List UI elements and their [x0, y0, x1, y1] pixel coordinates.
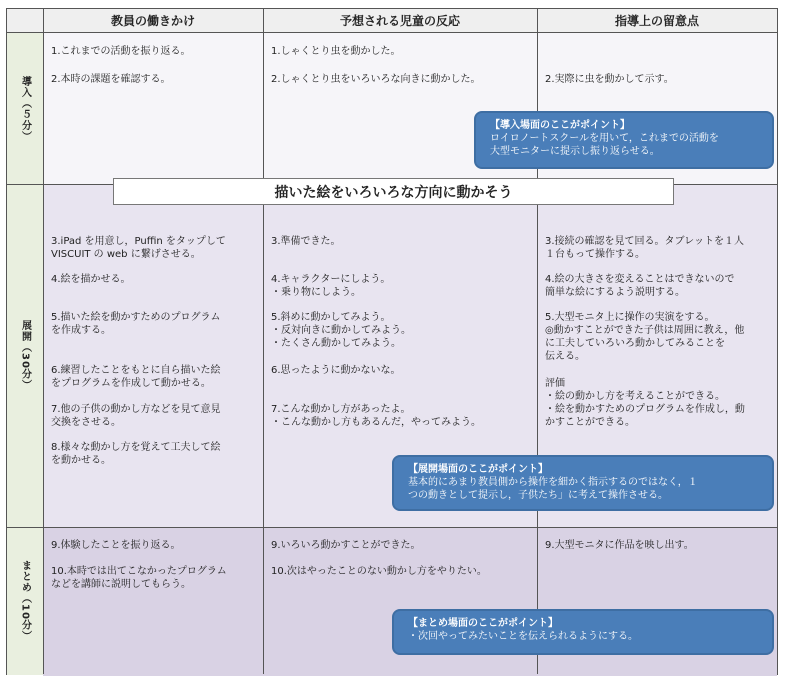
develop-evaluation: 評価 ・絵の動かし方を考えることができる。 ・絵を動かすためのプログラムを作成し，動 かすことができる。	[545, 378, 745, 428]
intro-point-title: 【導入場面のここがポイント】	[490, 120, 630, 131]
header-notes	[537, 9, 777, 33]
develop-title-banner	[113, 178, 674, 205]
develop-point-body: 基本的にあまり教員側から操作を細かく指示するのではなく，１ つの動きとして提示し，子供たち」に考えて操作させる。	[408, 477, 698, 501]
develop-children-5: 5.斜めに動かしてみよう。 ・反対向きに動かしてみよう。 ・たくさん動かしてみよう。	[271, 312, 411, 349]
develop-children-6: 6.思ったように動かないな。	[271, 365, 401, 376]
header-teacher	[43, 9, 263, 33]
develop-point-callout	[392, 455, 774, 511]
col-divider-2	[263, 9, 264, 674]
header-children	[263, 9, 537, 33]
develop-teacher-5: 5.描いた絵を動かすためのプログラム を作成する。	[51, 312, 221, 336]
header-teacher-label: 教員の働きかけ	[110, 14, 195, 28]
summary-point-title: 【まとめ場面のここがポイント】	[408, 618, 558, 629]
develop-children-7: 7.こんな動かし方があったよ。 ・こんな動かし方もあるんだ，やってみよう。	[271, 404, 481, 428]
summary-label-cell	[7, 527, 43, 675]
intro-children-1: 1.しゃくとり虫を動かした。	[271, 46, 401, 57]
develop-label: 展開（30分）	[19, 320, 31, 391]
develop-children-3: 3.準備できた。	[271, 236, 341, 247]
develop-notes-4: 4.絵の大きさを変えることはできないので 簡単な絵にするよう説明する。	[545, 274, 735, 298]
summary-label: まとめ（10分）	[19, 560, 31, 642]
intro-label-cell	[7, 33, 43, 184]
intro-children-2: 2.しゃくとり虫をいろいろな向きに動かした。	[271, 74, 481, 85]
develop-notes-3: 3.接続の確認を見て回る。タブレットを１人 １台もって操作する。	[545, 236, 745, 260]
develop-notes-5: 5.大型モニタ上に操作の実演をする。 ◎動かすことができた子供は周囲に教え，他 に工夫していろいろ動かしてみることを 伝える。	[545, 312, 745, 362]
intro-teacher-2: 2.本時の課題を確認する。	[51, 74, 171, 85]
develop-teacher-8: 8.様々な動かし方を覚えて工夫して絵 を動かせる。	[51, 442, 221, 466]
row-divider-2	[7, 527, 777, 528]
intro-label: 導入（５分）	[19, 75, 31, 142]
summary-notes-9: 9.大型モニタに作品を映し出す。	[545, 540, 694, 551]
intro-point-body: ロイロノートスクールを用いて，これまでの活動を 大型モニターに提示し振り返らせる。	[490, 133, 719, 157]
develop-children-4: 4.キャラクターにしよう。 ・乗り物にしよう。	[271, 274, 391, 298]
header-notes-label: 指導上の留意点	[614, 14, 699, 28]
develop-teacher-6: 6.練習したことをもとに自ら描いた絵 をプログラムを作成して動かせる。	[51, 365, 221, 389]
intro-point-callout	[474, 111, 774, 169]
develop-label-cell	[7, 184, 43, 527]
develop-teacher-7: 7.他の子供の動かし方などを見て意見 交換をさせる。	[51, 404, 221, 428]
summary-point-body: ・次回やってみたいことを伝えられるようにする。	[408, 631, 638, 642]
summary-teacher-10: 10.本時では出てこなかったプログラム などを講師に説明してもらう。	[51, 566, 227, 590]
col-divider-3	[537, 9, 538, 674]
develop-title: 描いた絵をいろいろな方向に動かそう	[274, 184, 513, 201]
col-divider-1	[43, 9, 44, 674]
develop-point-title: 【展開場面のここがポイント】	[408, 464, 548, 475]
develop-teacher-3: 3.iPad を用意し，Puffin をタップして VISCUIT の web に繋げさせる。	[51, 236, 226, 260]
summary-children-9: 9.いろいろ動かすことができた。	[271, 540, 421, 551]
header-children-label: 予想される児童の反応	[339, 14, 460, 28]
summary-point-callout	[392, 609, 774, 655]
summary-children-10: 10.次はやったことのない動かし方をやりたい。	[271, 566, 487, 577]
lesson-plan-table	[6, 8, 778, 675]
header-corner	[7, 9, 43, 33]
intro-notes-1: 2.実際に虫を動かして示す。	[545, 74, 674, 85]
intro-teacher-1: 1.これまでの活動を振り返る。	[51, 46, 191, 57]
develop-teacher-4: 4.絵を描かせる。	[51, 274, 131, 285]
summary-teacher-9: 9.体験したことを振り返る。	[51, 540, 181, 551]
